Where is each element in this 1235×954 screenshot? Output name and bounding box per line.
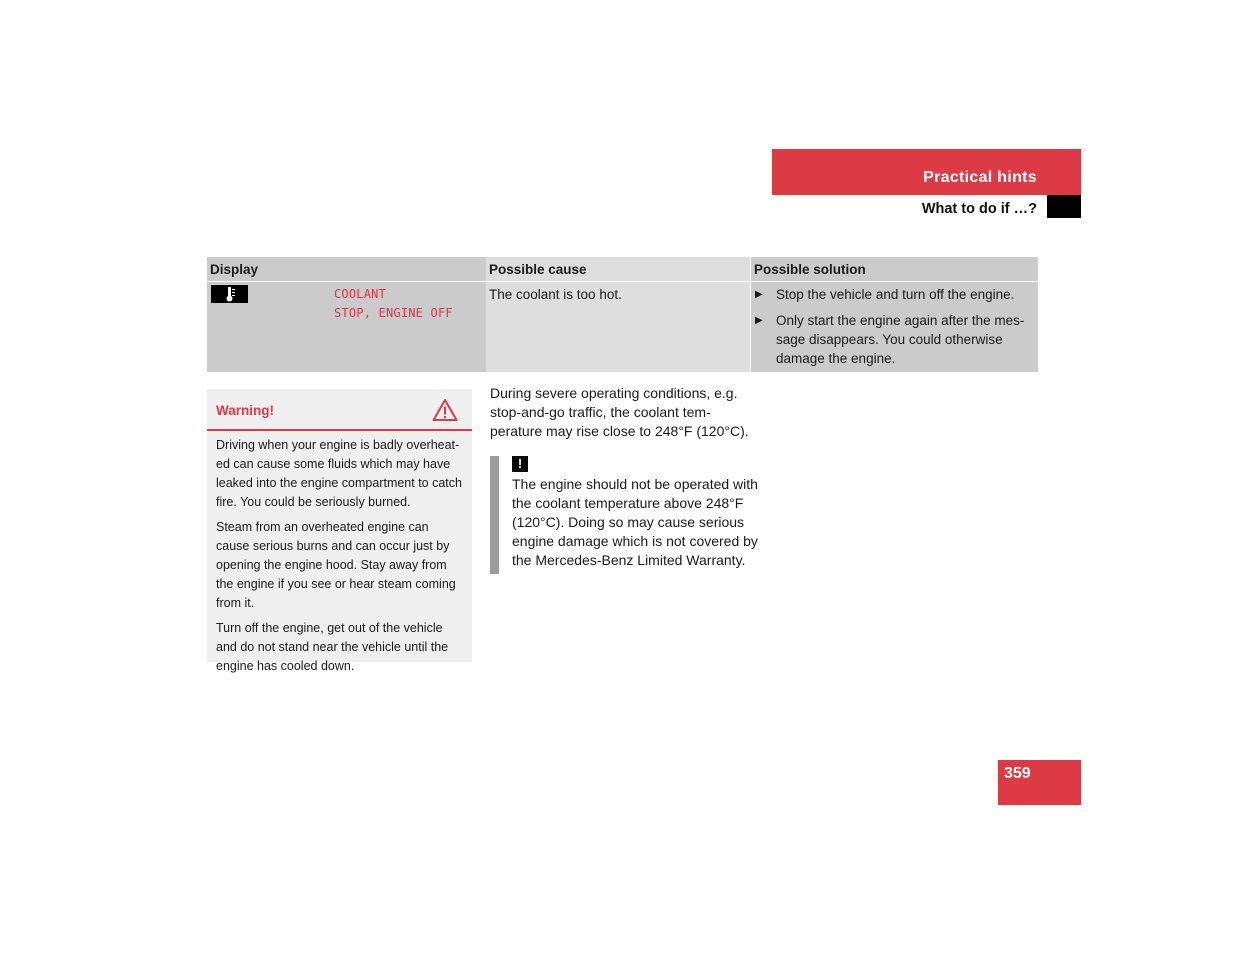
page-number: 359: [1004, 765, 1031, 782]
table-header-display: Display: [207, 257, 486, 281]
exclamation-icon: !: [512, 456, 528, 472]
thumb-index-tab: [1047, 195, 1081, 218]
display-message: [334, 285, 453, 323]
table-row: [207, 282, 1038, 372]
note-side-bar: [490, 456, 499, 574]
solution-text: Only start the engine again after the mes-sage disappears. You could otherwise damage the engine.: [776, 313, 1025, 366]
page-number-box: [998, 760, 1081, 805]
solution-item: [755, 311, 1034, 368]
table-header-solution: Possible solution: [750, 257, 1038, 281]
display-messages-table: [207, 257, 1038, 372]
warning-paragraph: Driving when your engine is badly overheat-ed can cause some fluids which may have leaked into the engine compartment to catch fire. You could be seriously burned.: [216, 438, 462, 509]
warning-body: [207, 431, 472, 676]
solution-cell: [750, 282, 1038, 372]
display-cell: [207, 282, 486, 372]
table-header-cause: Possible cause: [486, 257, 750, 281]
caution-note: [490, 456, 762, 574]
section-header-bar: [772, 149, 1081, 195]
body-paragraph: During severe operating conditions, e.g. stop-and-go traffic, the coolant tem-perature may rise close to 248°F (120°C).: [490, 385, 749, 439]
note-text: The engine should not be operated with the coolant temperature above 248°F (120°C). Doing so may cause serious engine damage which is not covered by the Mercedes-Benz Limited Warranty.: [512, 476, 758, 568]
section-title: Practical hints: [923, 169, 1037, 186]
warning-paragraph: Turn off the engine, get out of the vehicle and do not stand near the vehicle until the engine has cooled down.: [216, 621, 449, 673]
cause-cell: The coolant is too hot.: [486, 282, 750, 372]
warning-box: [207, 389, 472, 673]
warning-label: Warning!: [216, 403, 274, 418]
table-header-row: [207, 257, 1038, 281]
solution-item: [755, 285, 1034, 304]
bullet-arrow-icon: ▶: [755, 315, 763, 326]
bullet-arrow-icon: ▶: [755, 289, 763, 300]
warning-paragraph: Steam from an overheated engine can cause serious burns and can occur just by opening the engine hood. Stay away from the engine if you see or hear steam coming from it.: [216, 520, 456, 610]
coolant-temperature-icon: [211, 285, 248, 303]
display-message-line-1: COOLANT: [334, 287, 386, 301]
subsection-title: What to do if …?: [921, 201, 1037, 217]
warning-triangle-icon: [432, 398, 458, 422]
warning-header: [207, 389, 472, 431]
display-message-line-2: STOP, ENGINE OFF: [334, 306, 453, 320]
solution-text: Stop the vehicle and turn off the engine.: [776, 287, 1015, 302]
